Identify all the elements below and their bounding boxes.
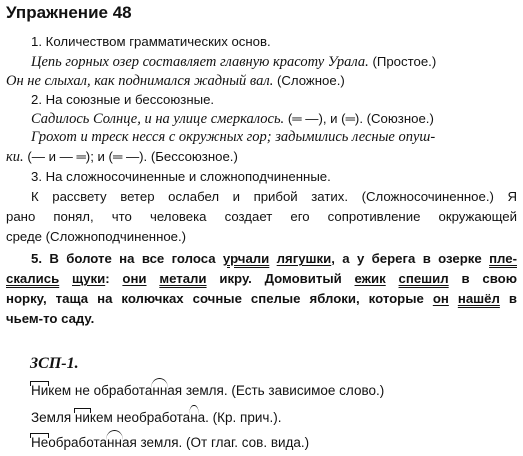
text-run: [269, 251, 276, 266]
subject: ежик: [354, 271, 386, 286]
suffix-mark: н: [190, 408, 197, 428]
predicate: пле-: [489, 251, 517, 266]
text-run: Земля: [31, 410, 75, 425]
sentence-scheme: (— и — ═); и (═ —). (Бессоюзное.): [23, 149, 238, 164]
section-2-example-1: [31, 109, 434, 129]
morph-line-2: [31, 408, 281, 428]
subject: лягушки: [276, 251, 332, 266]
section-3-line-1: К рассвету ветер ослабел и прибой затих. (Сложносочиненное.) Я: [31, 189, 517, 204]
section-2-heading: 2. На союзные и бессоюзные.: [31, 92, 215, 107]
section-5-line-2: [6, 269, 517, 288]
prefix-mark: Ни: [31, 381, 48, 401]
morph-label: ЗСП-1.: [30, 355, 79, 372]
section-3-heading: 3. На сложносочиненные и сложноподчиненные.: [31, 169, 331, 184]
suffix-mark: нн: [152, 381, 167, 401]
predicate: спешил: [398, 271, 449, 286]
subject: он: [432, 291, 449, 306]
text-run: ая земля. (Есть зависимое слово.): [167, 383, 385, 398]
text-run: , а у берега в озерке: [331, 251, 490, 266]
text-run: ая земля. (От глаг. сов. вида.): [121, 435, 310, 450]
text-run: 5. В болоте на все голоса: [31, 251, 223, 266]
text-run: [449, 291, 458, 306]
text-run: кем не обработа: [48, 383, 153, 398]
text-run: а. (Кр. прич.).: [197, 410, 282, 425]
section-2-example-2-line-2: [6, 147, 238, 167]
text-run: [59, 271, 72, 286]
section-1-example-2: [6, 71, 345, 91]
text-run: [386, 271, 399, 286]
example-text: Он не слыхал, как поднимался жадный вал.: [6, 73, 274, 89]
text-run: :: [105, 271, 123, 286]
subject: они: [122, 271, 147, 286]
section-3-line-2: рано понял, что человека создает его сопротивление окружающей: [6, 209, 517, 224]
morph-line-3: [31, 433, 309, 453]
prefix-mark: ни: [75, 408, 90, 428]
text-run: в свою: [448, 271, 517, 286]
suffix-mark: нн: [107, 433, 122, 453]
example-text: ки.: [6, 149, 24, 165]
section-2-example-2-line-1: Грохот и треск несся с окружных гор; задымились лесные опуш-: [31, 129, 436, 145]
section-1-heading: 1. Количеством грамматических основ.: [31, 34, 271, 49]
text-run: икру. Домовитый: [206, 271, 355, 286]
text-run: норку, таща на колючках сочные спелые яблоки, которые: [6, 291, 433, 306]
section-5-line-4: чьем-то саду.: [6, 311, 95, 326]
section-1-example-1: [31, 52, 436, 72]
sentence-scheme: (═ —), и (═). (Союзное.): [284, 111, 434, 126]
predicate: нашёл: [457, 291, 500, 306]
predicate: скались: [6, 271, 60, 286]
text-run: в: [499, 291, 517, 306]
predicate: метали: [159, 271, 207, 286]
predicate: урчали: [222, 251, 270, 266]
morph-line-1: [31, 381, 384, 401]
example-text: Цепь горных озер составляет главную красоту Урала.: [31, 54, 369, 70]
example-note: (Сложное.): [273, 73, 345, 88]
text-run: [147, 271, 160, 286]
text-run: обработа: [48, 435, 108, 450]
example-text: Садилось Солнце, и на улице смеркалось.: [31, 111, 285, 127]
text-run: кем необработа: [89, 410, 191, 425]
subject: щуки: [72, 271, 106, 286]
section-5-line-3: [6, 289, 517, 308]
section-5-line-1: [31, 249, 517, 268]
exercise-title: Упражнение 48: [6, 3, 132, 22]
section-3-line-3: среде (Сложноподчиненное.): [6, 229, 187, 244]
prefix-mark: Не: [31, 433, 48, 453]
example-note: (Простое.): [368, 54, 437, 69]
